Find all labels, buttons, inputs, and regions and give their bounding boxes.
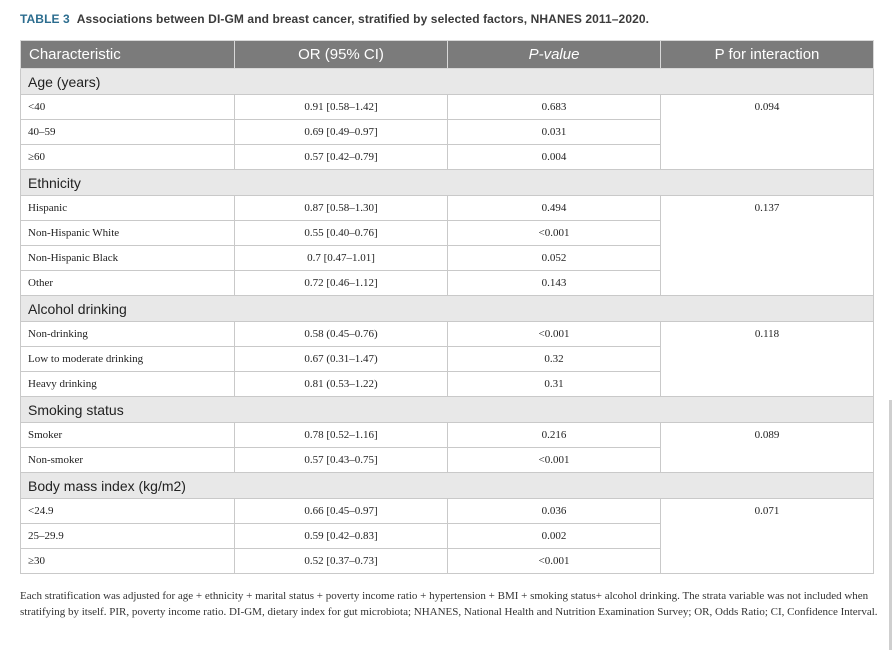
row-label: Non-smoker <box>21 448 235 473</box>
row-p-value: 0.32 <box>448 347 661 372</box>
row-or: 0.59 [0.42–0.83] <box>235 524 448 549</box>
row-p-value: 0.31 <box>448 372 661 397</box>
group-header-row <box>21 170 874 196</box>
row-or: 0.66 [0.45–0.97] <box>235 499 448 524</box>
row-or: 0.7 [0.47–1.01] <box>235 246 448 271</box>
row-p-value: 0.002 <box>448 524 661 549</box>
row-or: 0.69 [0.49–0.97] <box>235 120 448 145</box>
table-footnote: Each stratification was adjusted for age + ethnicity + marital status + poverty income ratio + hypertension + BMI + smoking status+ alcohol drinking. The strata variable was not included when stratifying by itself. PIR, poverty income ratio. DI-GM, dietary index for gut microbiota; NHANES, National Health and Nutrition Examination Survey; OR, Odds Ratio; CI, Confidence Interval. <box>20 590 878 618</box>
header-p-value-text: P-value <box>528 46 580 63</box>
row-or: 0.57 [0.42–0.79] <box>235 145 448 170</box>
row-label: Hispanic <box>21 196 235 221</box>
header-p-interaction: P for interaction <box>661 41 874 69</box>
row-p-value: 0.052 <box>448 246 661 271</box>
table-row <box>21 196 874 221</box>
group-header-row <box>21 397 874 423</box>
row-or: 0.52 [0.37–0.73] <box>235 549 448 574</box>
row-label: Non-Hispanic White <box>21 221 235 246</box>
row-p-value: <0.001 <box>448 549 661 574</box>
row-p-value: 0.036 <box>448 499 661 524</box>
row-label: <24.9 <box>21 499 235 524</box>
row-label: Non-Hispanic Black <box>21 246 235 271</box>
group-p-interaction: 0.137 <box>661 196 874 296</box>
row-or: 0.81 (0.53–1.22) <box>235 372 448 397</box>
group-title: Smoking status <box>21 397 874 423</box>
table-caption <box>20 12 880 26</box>
group-header-row <box>21 69 874 95</box>
table-title: Associations between DI-GM and breast cancer, stratified by selected factors, NHANES 2011–2020. <box>76 12 650 26</box>
row-label: Heavy drinking <box>21 372 235 397</box>
group-p-interaction: 0.071 <box>661 499 874 574</box>
header-or: OR (95% CI) <box>235 41 448 69</box>
row-p-value: 0.216 <box>448 423 661 448</box>
group-header-row <box>21 296 874 322</box>
row-p-value: <0.001 <box>448 448 661 473</box>
table-header-row <box>21 41 874 69</box>
group-p-interaction: 0.118 <box>661 322 874 397</box>
group-p-interaction: 0.089 <box>661 423 874 473</box>
row-label: 40–59 <box>21 120 235 145</box>
header-p-value <box>448 41 661 69</box>
table-label: TABLE 3 <box>20 12 70 26</box>
table-row <box>21 423 874 448</box>
group-title: Body mass index (kg/m2) <box>21 473 874 499</box>
row-p-value: 0.143 <box>448 271 661 296</box>
row-p-value: 0.031 <box>448 120 661 145</box>
row-label: ≥60 <box>21 145 235 170</box>
group-title: Ethnicity <box>21 170 874 196</box>
row-or: 0.67 (0.31–1.47) <box>235 347 448 372</box>
table-row <box>21 322 874 347</box>
header-characteristic: Characteristic <box>21 41 235 69</box>
row-or: 0.55 [0.40–0.76] <box>235 221 448 246</box>
table-row <box>21 95 874 120</box>
row-or: 0.87 [0.58–1.30] <box>235 196 448 221</box>
group-header-row <box>21 473 874 499</box>
row-label: Non-drinking <box>21 322 235 347</box>
group-p-interaction: 0.094 <box>661 95 874 170</box>
row-p-value: 0.004 <box>448 145 661 170</box>
row-label: <40 <box>21 95 235 120</box>
row-label: Low to moderate drinking <box>21 347 235 372</box>
group-title: Age (years) <box>21 69 874 95</box>
group-title: Alcohol drinking <box>21 296 874 322</box>
row-label: 25–29.9 <box>21 524 235 549</box>
row-p-value: <0.001 <box>448 322 661 347</box>
row-label: ≥30 <box>21 549 235 574</box>
row-p-value: 0.494 <box>448 196 661 221</box>
row-label: Other <box>21 271 235 296</box>
results-table <box>20 40 874 574</box>
table-row <box>21 499 874 524</box>
row-or: 0.58 (0.45–0.76) <box>235 322 448 347</box>
row-p-value: <0.001 <box>448 221 661 246</box>
row-or: 0.78 [0.52–1.16] <box>235 423 448 448</box>
row-or: 0.72 [0.46–1.12] <box>235 271 448 296</box>
row-p-value: 0.683 <box>448 95 661 120</box>
row-or: 0.91 [0.58–1.42] <box>235 95 448 120</box>
row-or: 0.57 [0.43–0.75] <box>235 448 448 473</box>
row-label: Smoker <box>21 423 235 448</box>
